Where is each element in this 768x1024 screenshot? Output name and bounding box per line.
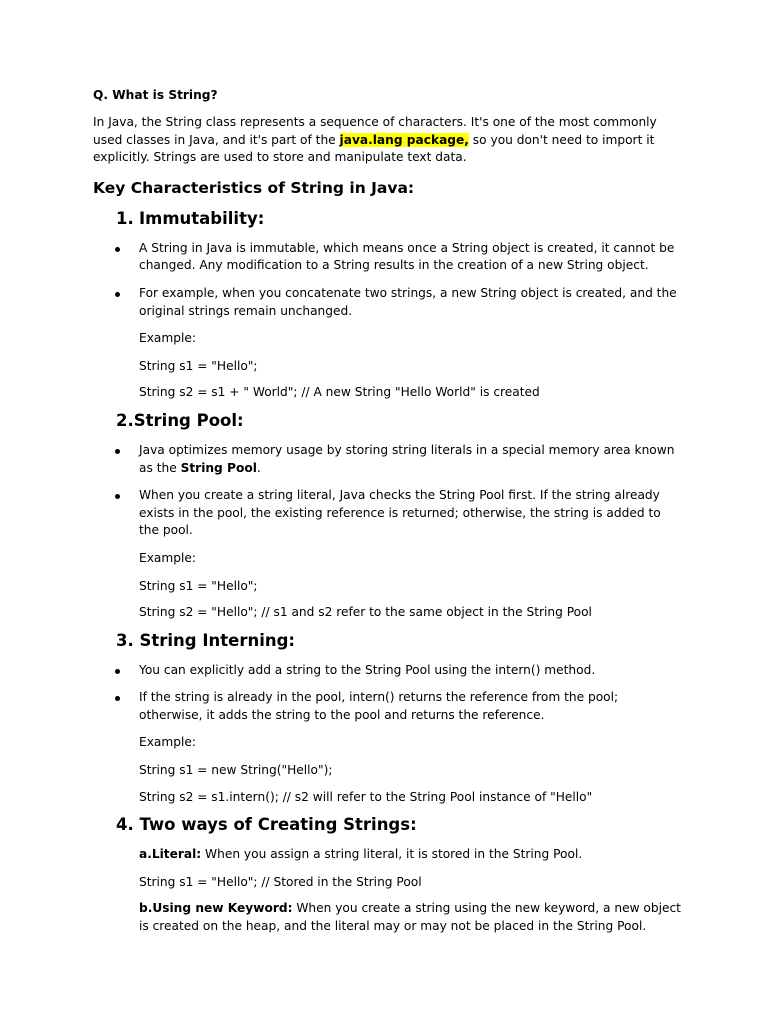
section-title: Key Characteristics of String in Java: (93, 178, 415, 197)
document-body (93, 87, 683, 936)
literal-label: a.Literal: (139, 847, 202, 862)
code-line: String s2 = s1.intern(); // s2 will refer to the String Pool instance of "Hello" (139, 789, 593, 804)
immutability-bullets (93, 240, 683, 320)
list-item: Java optimizes memory usage by storing string literals in a special memory area known as the String Pool. (93, 442, 683, 477)
heading-string-interning: 3. String Interning: (116, 630, 296, 650)
heading-immutability (116, 208, 683, 230)
example-label: Example: (139, 550, 196, 565)
new-keyword-paragraph: b.Using new Keyword: When you create a string using the new keyword, a new object is created on the heap, and the literal may or may not be placed in the String Pool. (139, 901, 681, 934)
bullet-icon (115, 494, 120, 499)
highlighted-package-name: java.lang package, (339, 132, 469, 147)
bullet-icon (115, 449, 120, 454)
list-item: You can explicitly add a string to the String Pool using the intern() method. (93, 662, 683, 680)
bullet-icon (115, 292, 120, 297)
code-line: String s1 = "Hello"; (139, 358, 258, 373)
list-item: When you create a string literal, Java checks the String Pool first. If the string already exists in the pool, the existing reference is returned; otherwise, the string is added to the pool. (93, 487, 683, 540)
code-line: String s1 = "Hello"; (139, 578, 258, 593)
intro-text-before: In Java, the String class represents a sequence of characters. It's one of the most commonly used classes in Java, and it's part of the (93, 115, 657, 147)
intro-paragraph (93, 114, 683, 167)
string-pool-bullets (93, 442, 683, 540)
new-keyword-label: b.Using new Keyword: (139, 901, 293, 916)
heading-text: Immutability: (139, 208, 265, 228)
list-item: If the string is already in the pool, intern() returns the reference from the pool; otherwise, it adds the string to the pool and returns the reference. (93, 689, 683, 724)
list-item: For example, when you concatenate two strings, a new String object is created, and the original strings remain unchanged. (93, 285, 683, 320)
heading-number: 1. (116, 208, 134, 228)
bullet-icon (115, 696, 120, 701)
question-heading: Q. What is String? (93, 88, 218, 102)
literal-paragraph: a.Literal: When you assign a string literal, it is stored in the String Pool. (139, 847, 583, 862)
intro-text-after: so you don't need to import it explicitly. Strings are used to store and manipulate text data. (93, 132, 655, 165)
heading-string-pool: 2.String Pool: (116, 410, 244, 430)
example-label: Example: (139, 735, 196, 750)
interning-bullets (93, 662, 683, 725)
code-line: String s1 = new String("Hello"); (139, 763, 333, 778)
bullet-icon (115, 247, 120, 252)
heading-creating-strings: 4. Two ways of Creating Strings: (116, 815, 417, 835)
code-line: String s2 = s1 + " World"; // A new String "Hello World" is created (139, 385, 540, 400)
example-label: Example: (139, 331, 196, 346)
bullet-icon (115, 669, 120, 674)
code-line: String s2 = "Hello"; // s1 and s2 refer to the same object in the String Pool (139, 605, 592, 620)
list-item: A String in Java is immutable, which means once a String object is created, it cannot be changed. Any modification to a String results in the creation of a new String object. (93, 240, 683, 275)
code-line: String s1 = "Hello"; // Stored in the String Pool (139, 874, 422, 889)
bold-term: String Pool (180, 460, 257, 475)
